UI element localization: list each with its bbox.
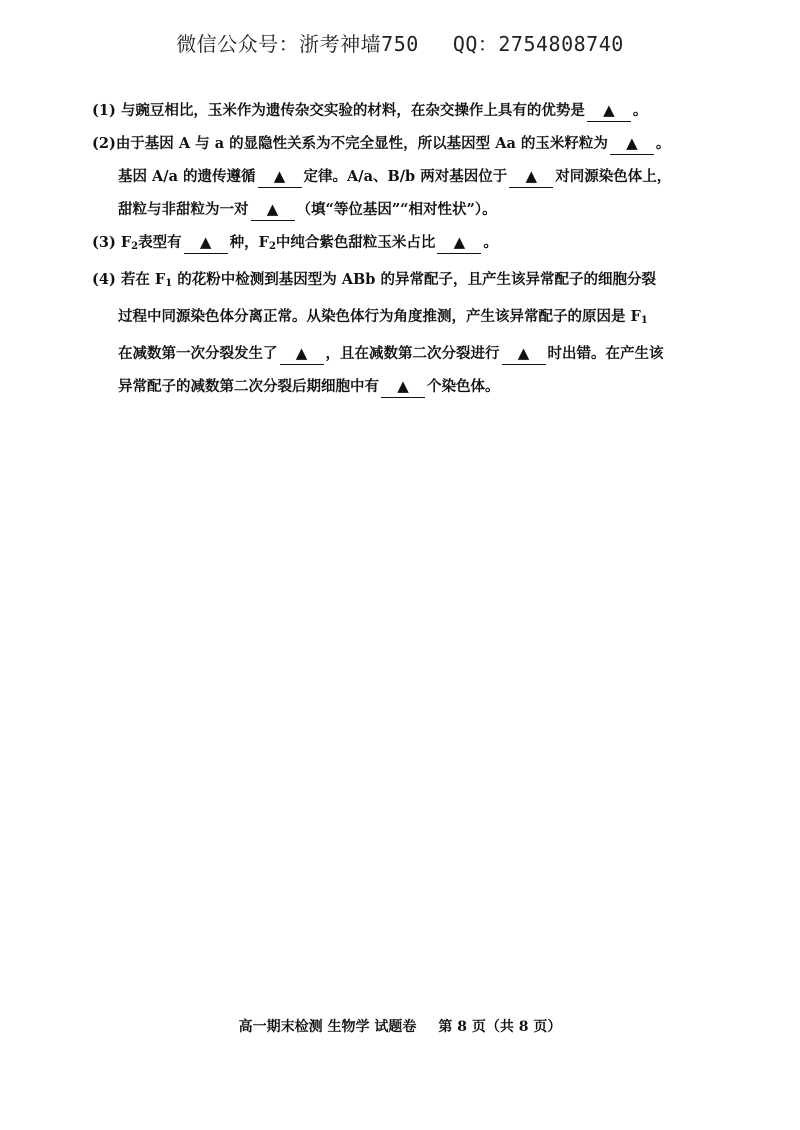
page-footer [0, 1016, 800, 1036]
wechat-account: 微信公众号：浙考神墙750 [176, 32, 419, 56]
question-number: (1) [92, 102, 116, 119]
question-4-line-3: 在减数第一次分裂发生了 ▲ ，且在减数第二次分裂进行 ▲ 时出错。在产生该 [92, 337, 732, 370]
answer-blank [509, 166, 553, 188]
answer-blank [610, 133, 654, 155]
answer-blank [437, 232, 481, 254]
question-number: (2) [92, 135, 116, 152]
question-1: (1) 与豌豆相比，玉米作为遗传杂交实验的材料，在杂交操作上具有的优势是 ▲ 。 [92, 94, 732, 127]
triangle-icon: ▲ [626, 134, 638, 152]
question-4: (4) 若在 $F_1$ 的花粉中检测到基因型为 ABb 的异常配子，且产生该异常配子的细胞分裂 [92, 271, 656, 289]
question-3: (3) $F_2$表型有 ▲ 种，$F_2$中纯合紫色甜粒玉米占比 ▲ 。 [92, 233, 498, 252]
qq-number: QQ：2754808740 [452, 32, 624, 56]
answer-blank [587, 100, 631, 122]
triangle-icon: ▲ [603, 101, 615, 119]
triangle-icon: ▲ [266, 200, 279, 218]
question-4-line-2: 过程中同源染色体分离正常。从染色体行为角度推测，产生该异常配子的原因是 $F_1$ [118, 308, 648, 326]
triangle-icon: ▲ [525, 167, 537, 185]
answer-blank [502, 343, 546, 365]
page-header [0, 28, 800, 57]
exam-title: 高一期末检测 生物学 试题卷 [238, 1019, 417, 1035]
triangle-icon: ▲ [453, 233, 466, 251]
answer-blank [280, 343, 324, 365]
question-body [92, 94, 732, 403]
answer-blank [184, 232, 228, 254]
question-number: (3) [92, 234, 116, 251]
page-number: 第 8 页（共 8 页） [438, 1019, 562, 1035]
question-4-line-4: 异常配子的减数第二次分裂后期细胞中有 ▲ 个染色体。 [92, 370, 732, 403]
triangle-icon: ▲ [273, 167, 286, 185]
question-2-line-2: 基因 A/a 的遗传遵循 ▲ 定律。A/a、B/b 两对基因位于 ▲ 对同源染色体上， [92, 160, 732, 193]
answer-blank [251, 199, 295, 221]
triangle-icon: ▲ [397, 377, 409, 395]
question-2: (2)由于基因 A 与 a 的显隐性关系为不完全显性，所以基因型 Aa 的玉米籽粒为 ▲ 。 [92, 127, 732, 160]
triangle-icon: ▲ [517, 344, 530, 362]
question-2-line-3: 甜粒与非甜粒为一对 ▲ （填“等位基因”“相对性状”）。 [92, 193, 732, 226]
triangle-icon: ▲ [199, 233, 212, 251]
answer-blank [258, 166, 302, 188]
triangle-icon: ▲ [295, 344, 308, 362]
question-number: (4) [92, 271, 116, 288]
answer-blank [381, 376, 425, 398]
